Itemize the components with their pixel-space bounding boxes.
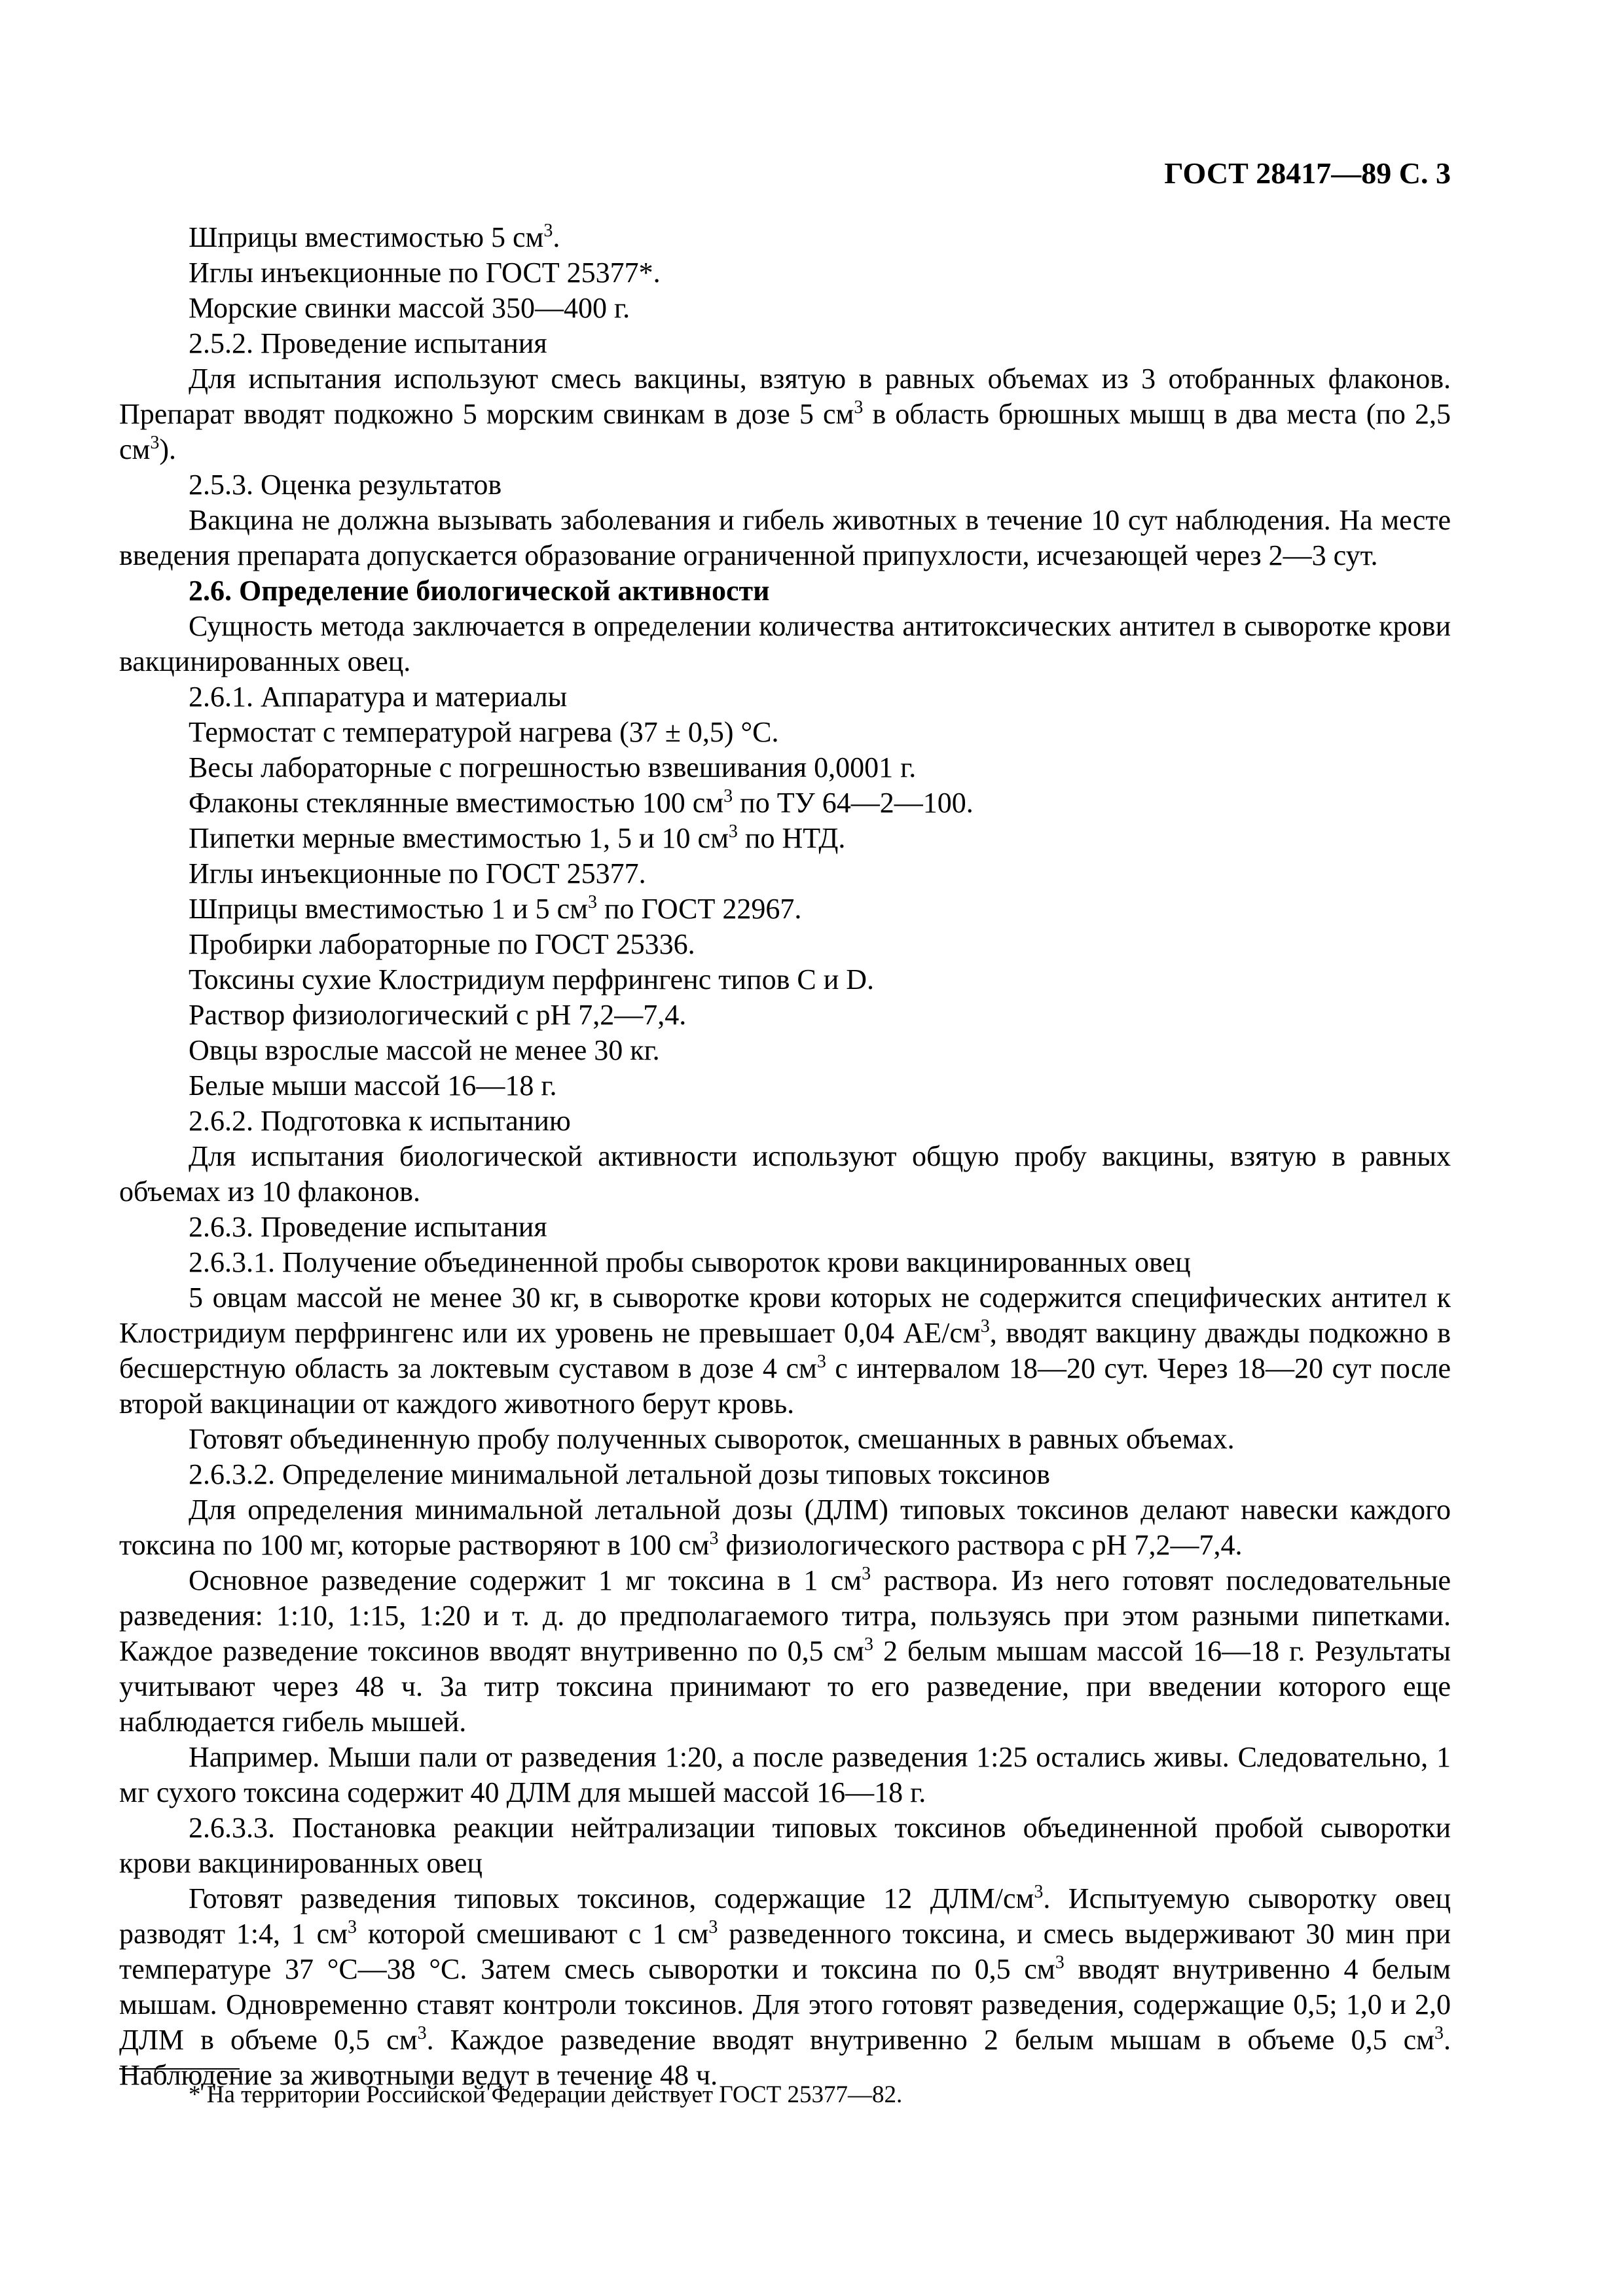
paragraph: Иглы инъекционные по ГОСТ 25377*. <box>189 257 661 289</box>
footnote: * На территории Российской Федерации действует ГОСТ 25377—82. <box>189 2081 903 2108</box>
section-heading: 2.6.3.1. Получение объединенной пробы сывороток крови вакцинированных овец <box>189 1246 1191 1278</box>
paragraph: Для испытания биологической активности используют общую пробу вакцины, взятую в равных объемах из 10 флаконов. <box>119 1140 1451 1208</box>
section-heading: 2.5.2. Проведение испытания <box>189 327 547 359</box>
paragraph: Для испытания используют смесь вакцины, взятую в равных объемах из 3 отобранных флаконов. Препарат вводят подкожно 5 морским свинкам в дозе 5 $см^3$ в область брюшных мышц в два места (по 2,5 $см^3$). <box>119 363 1451 465</box>
paragraph: Иглы инъекционные по ГОСТ 25377. <box>189 857 646 889</box>
paragraph: Овцы взрослые массой не менее 30 кг. <box>189 1034 660 1066</box>
paragraph: Например. Мыши пали от разведения 1:20, а после разведения 1:25 остались живы. Следовательно, 1 мг сухого токсина содержит 40 ДЛМ для мышей массой 16—18 г. <box>119 1741 1451 1808</box>
paragraph: Готовят разведения типовых токсинов, содержащие 12 ДЛМ/$см^3$. Испытуемую сыворотку овец разводят 1:4, 1 $см^3$ которой смешивают с 1 $см^3$ разведенного токсина, и смесь выдерживают 30 мин при температуре 37 °С—38 °С. Затем смесь сыворотки и токсина по 0,5 $см^3$ вводят внутривенно 4 белым мышам. Одновременно ставят контроли токсинов. Для этого готовят разведения, содержащие 0,5; 1,0 и 2,0 ДЛМ в объеме 0,5 $см^3$. Каждое разведение вводят внутривенно 2 белым мышам в объеме 0,5 $см^3$. Наблюдение за животными ведут в течение 48 ч. <box>119 1882 1451 2091</box>
paragraph: Основное разведение содержит 1 мг токсина в 1 $см^3$ раствора. Из него готовят последовательные разведения: 1:10, 1:15, 1:20 и т. д. до предполагаемого титра, пользуясь при этом разными пипетками. Каждое разведение токсинов вводят внутривенно по 0,5 $см^3$ 2 белым мышам массой 16—18 г. Результаты учитывают через 48 ч. За титр токсина принимают то его разведение, при введении которого еще наблюдается гибель мышей. <box>119 1564 1451 1738</box>
paragraph: Вакцина не должна вызывать заболевания и гибель животных в течение 10 сут наблюдения. На месте введения препарата допускается образование ограниченной припухлости, исчезающей через 2—3 сут. <box>119 504 1451 571</box>
section-heading: 2.6.3. Проведение испытания <box>189 1211 547 1243</box>
section-heading: 2.6.2. Подготовка к испытанию <box>189 1105 571 1137</box>
paragraph: Белые мыши массой 16—18 г. <box>189 1069 557 1102</box>
section-heading: 2.6.3.3. Постановка реакции нейтрализации типовых токсинов объединенной пробой сыворотки крови вакцинированных овец <box>119 1812 1451 1879</box>
paragraph: Для определения минимальной летальной дозы (ДЛМ) типовых токсинов делают навески каждого токсина по 100 мг, которые растворяют в 100 $см^3$ физиологического раствора с pH 7,2—7,4. <box>119 1494 1451 1561</box>
paragraph: Готовят объединенную пробу полученных сывороток, смешанных в равных объемах. <box>189 1423 1235 1455</box>
page-header <box>1164 156 1451 191</box>
paragraph: Морские свинки массой 350—400 г. <box>189 292 630 324</box>
section-heading: 2.5.3. Оценка результатов <box>189 469 502 501</box>
body-text <box>119 220 1451 2093</box>
standard-number: ГОСТ 28417—89 <box>1164 156 1392 190</box>
paragraph: Пипетки мерные вместимостью 1, 5 и 10 $см^3$ по НТД. <box>189 821 846 854</box>
section-heading: 2.6. Определение биологической активности <box>189 575 770 607</box>
paragraph: Термостат с температурой нагрева (37 ± 0,5) °С. <box>189 716 779 748</box>
paragraph: Пробирки лабораторные по ГОСТ 25336. <box>189 928 695 960</box>
paragraph: Раствор физиологический с pH 7,2—7,4. <box>189 999 687 1031</box>
page-number: С. 3 <box>1398 156 1451 190</box>
footnote-divider <box>119 2068 240 2070</box>
paragraph: Флаконы стеклянные вместимостью 100 $см^3$ по ТУ 64—2—100. <box>189 786 974 819</box>
paragraph: 5 овцам массой не менее 30 кг, в сыворотке крови которых не содержится специфических антител к Клостридиум перфрингенс или их уровень не превышает 0,04 $АЕ/см^3$, вводят вакцину дважды подкожно в бесшерстную область за локтевым суставом в дозе 4 $см^3$ с интервалом 18—20 сут. Через 18—20 сут после второй вакцинации от каждого животного берут кровь. <box>119 1282 1451 1420</box>
paragraph: Сущность метода заключается в определении количества антитоксических антител в сыворотке крови вакцинированных овец. <box>119 610 1451 677</box>
section-heading: 2.6.1. Аппаратура и материалы <box>189 681 568 713</box>
section-heading: 2.6.3.2. Определение минимальной летальной дозы типовых токсинов <box>189 1458 1050 1490</box>
paragraph: Весы лабораторные с погрешностью взвешивания 0,0001 г. <box>189 751 917 783</box>
paragraph: Шприцы вместимостью 1 и 5 $см^3$ по ГОСТ 22967. <box>189 892 802 925</box>
paragraph: Токсины сухие Клостридиум перфрингенс типов С и D. <box>189 963 875 996</box>
paragraph: Шприцы вместимостью 5 $см^3$. <box>189 221 560 253</box>
